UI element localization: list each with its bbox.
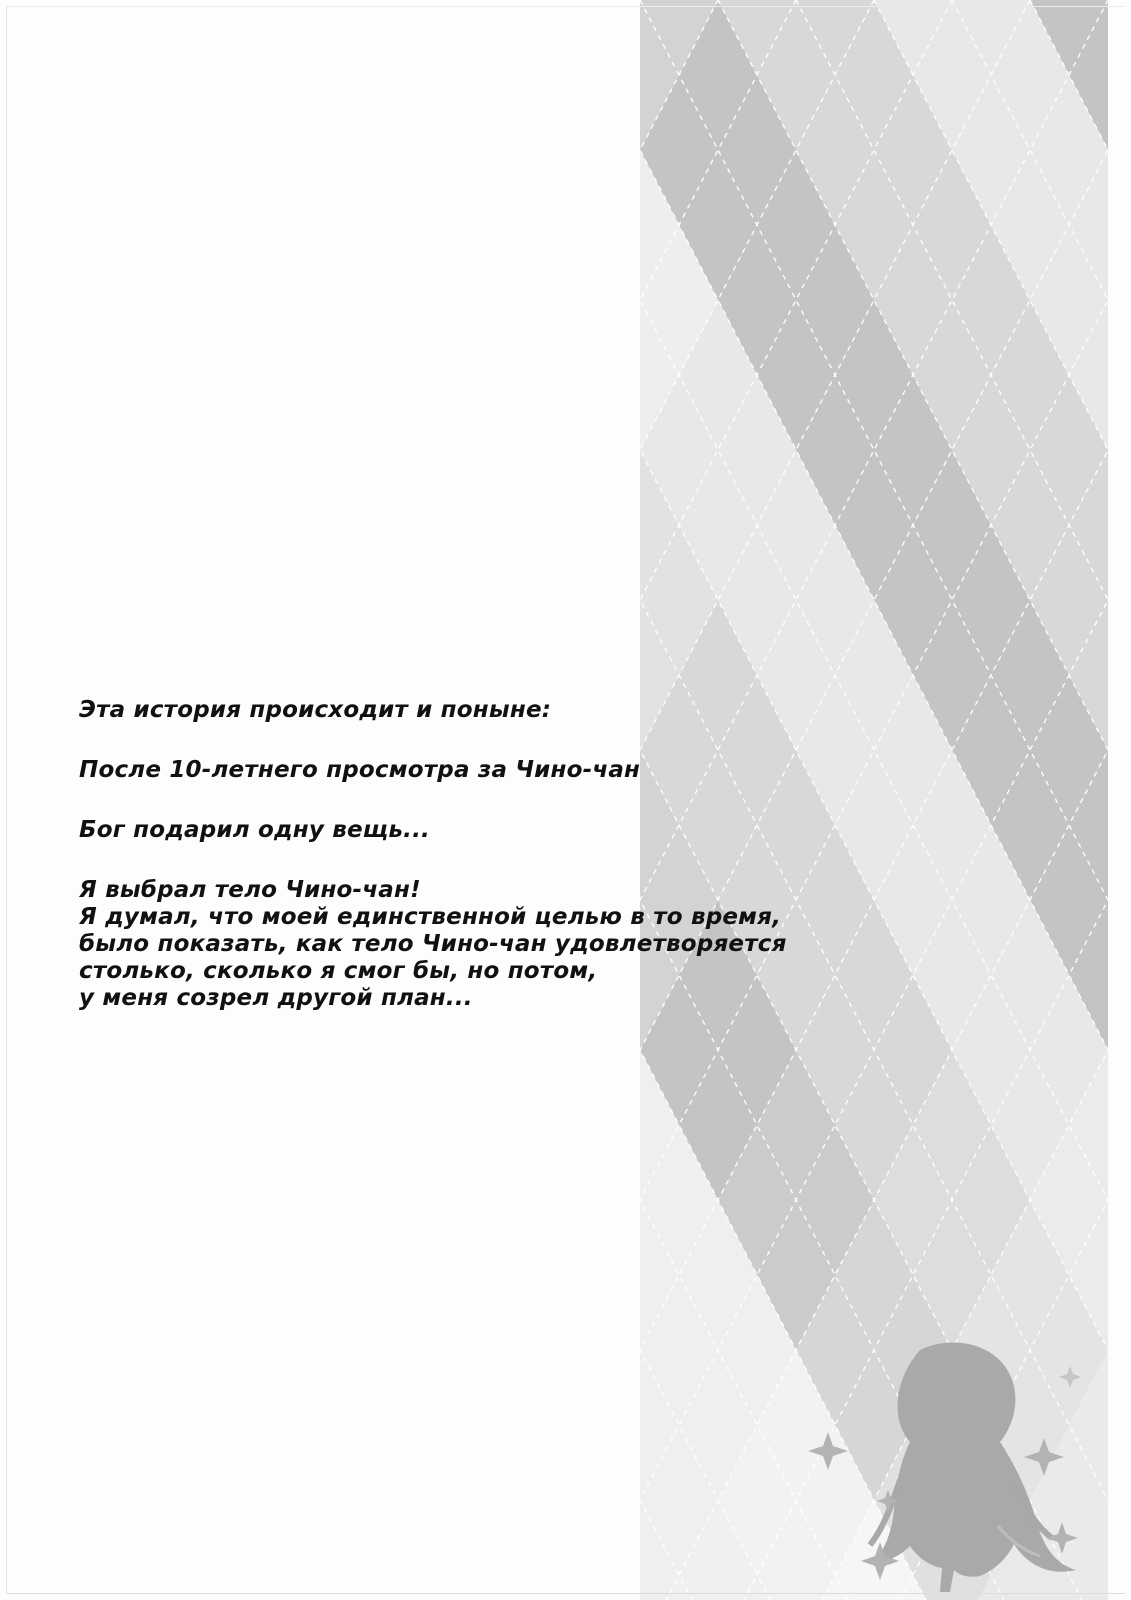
sparkle-star-icon	[1024, 1438, 1064, 1476]
narration-line: После 10-летнего просмотра за Чино-чан	[79, 757, 641, 783]
sparkle-star-icon	[1059, 1366, 1081, 1388]
sparkle-star-icon	[808, 1432, 848, 1470]
sparkle-star-icon	[1046, 1522, 1078, 1554]
narration-line: Я выбрал тело Чино-чан!	[79, 877, 421, 903]
narration-text	[79, 697, 899, 1012]
chibi-girl-silhouette-icon	[800, 1330, 1100, 1600]
narration-line: Я думал, что моей единственной целью в то время,	[79, 904, 782, 930]
narration-line: Бог подарил одну вещь...	[79, 817, 430, 843]
narration-line: столько, сколько я смог бы, но потом,	[79, 958, 598, 984]
narration-line: было показать, как тело Чино-чан удовлетворяется	[79, 931, 787, 957]
narration-line: Эта история происходит и поныне:	[79, 697, 552, 723]
narration-line: у меня созрел другой план...	[79, 985, 473, 1011]
